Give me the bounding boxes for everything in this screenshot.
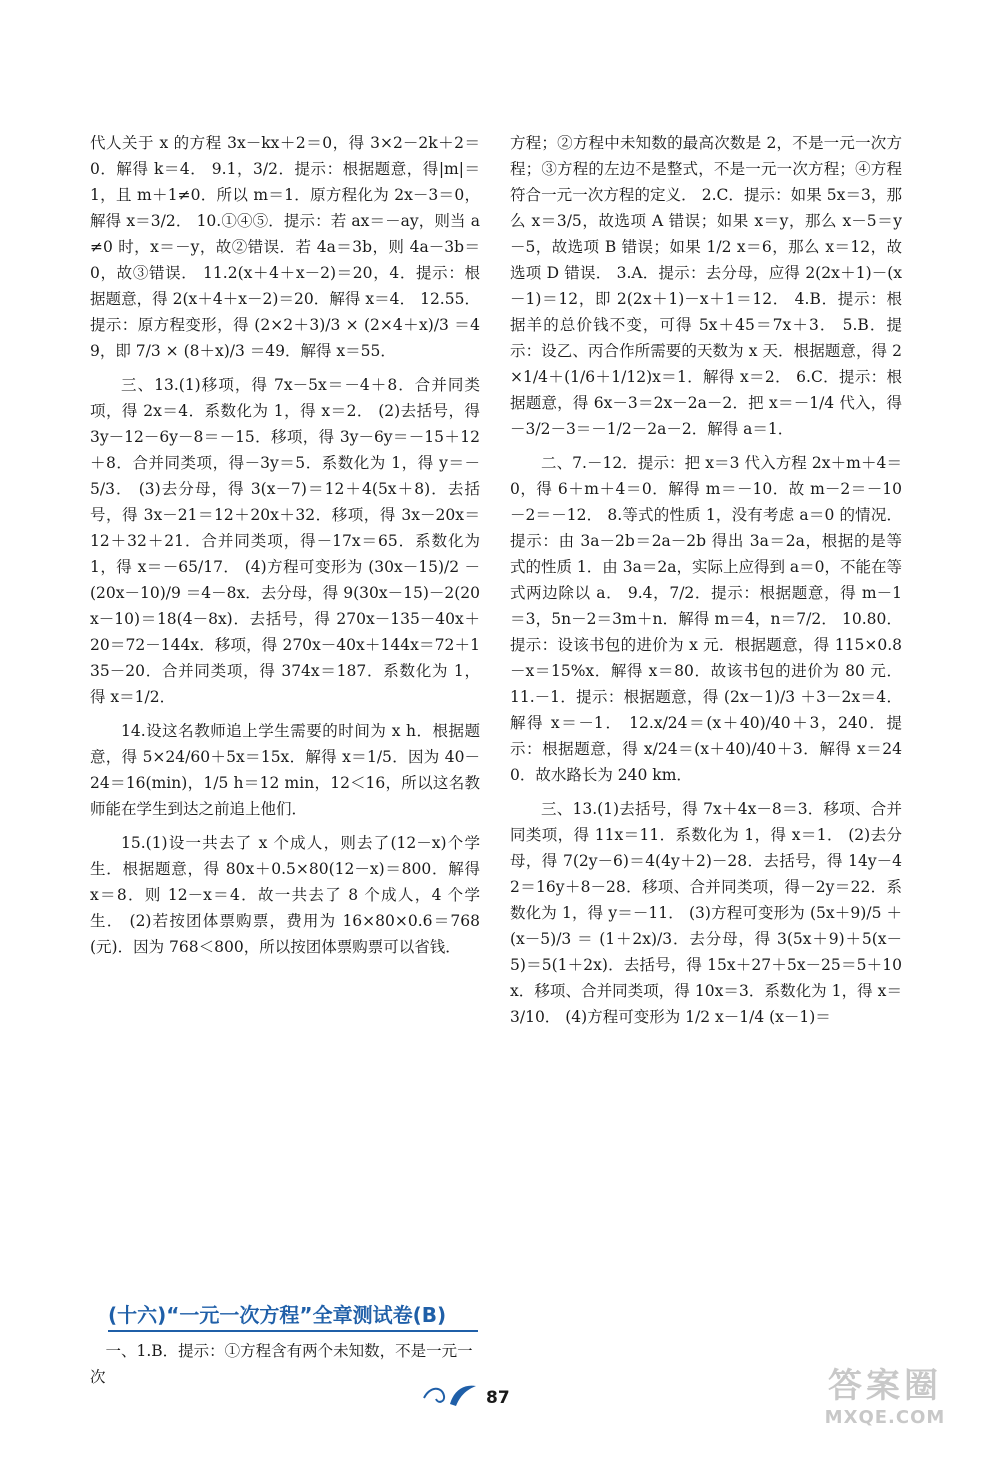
answer-paragraph: 14.设这名教师追上学生需要的时间为 x h．根据题意，得 5×24/60＋5x＝15x．解得 x＝1/5．因为 40－24＝16(min)，1/5 h＝12 min，12＜16，所以这名教师能在学生到达之前追上他们． [90,722,480,818]
answer-paragraph: 二、7.－12．提示：把 x＝3 代入方程 2x＋m＋4＝0，得 6＋m＋4＝0．解得 m＝－10．故 m－2＝－10－2＝－12． 8.等式的性质 1，没有考虑 a＝0 的情况．提示：由 3a－2b＝2a－2b 得出 3a＝2a，根据的是等式的性质 1．由 3a＝2a，实际上应得到 a＝0，不能在等式两边除以 a． 9.4，7/2．提示：根据题意，得 m－1＝3，5n－2＝3m＋n．解得 m＝4，n＝7/2． 10.80．提示：设该书包的进价为 x 元．根据题意，得 115×0.8－x＝15%x．解得 x＝80．故该书包的进价为 80 元． 11.－1．提示：根据题意，得 (2x－1)/3 ＋3－2x＝4．解得 x＝－1． 12.x/24＝(x＋40)/40＋3，240．提示：根据题意，得 x/24＝(x＋40)/40＋3．解得 x＝240．故水路长为 240 km． [510,454,902,784]
answer-paragraph: 三、13.(1)移项，得 7x－5x＝－4＋8．合并同类项，得 2x＝4．系数化为 1，得 x＝2． (2)去括号，得 3y－12－6y－8＝－15．移项，得 3y－6y＝－15＋12＋8．合并同类项，得－3y＝5．系数化为 1，得 y＝－5/3． (3)去分母，得 3(x－7)＝12＋4(5x＋8)．去括号，得 3x－21＝12＋20x＋32．移项，得 3x－20x＝12＋32＋21．合并同类项，得－17x＝65．系数化为 1，得 x＝－65/17． (4)方程可变形为 (30x－15)/2 － (20x－10)/9 ＝4－8x．去分母，得 9(30x－15)－2(20x－10)＝18(4－8x)．去括号，得 270x－135－40x＋20＝72－144x．移项，得 270x－40x＋144x＝72＋135－20．合并同类项，得 374x＝187．系数化为 1，得 x＝1/2． [90,376,480,706]
section-heading: (十六)“一元一次方程”全章测试卷(B) [108,1300,478,1332]
watermark [800,1366,970,1436]
answer-paragraph: 代人关于 x 的方程 3x－kx＋2＝0，得 3×2－2k＋2＝0．解得 k＝4． 9.1，3/2．提示：根据题意，得|m|＝1，且 m＋1≠0．所以 m＝1．原方程化为 2x－3＝0，解得 x＝3/2． 10.①④⑤．提示：若 ax＝－ay，则当 a≠0 时，x＝－y，故②错误．若 4a＝3b，则 4a－3b＝0，故③错误． 11.2(x＋4＋x－2)＝20，4．提示：根据题意，得 2(x＋4＋x－2)＝20．解得 x＝4． 12.55．提示：原方程变形，得 (2×2＋3)/3 × (2×4＋x)/3 ＝49，即 7/3 × (8＋x)/3 ＝49．解得 x＝55． [90,134,480,360]
watermark-logo: 答案圈 [828,1366,942,1406]
section-intro: 一、1.B．提示：①方程含有两个未知数，不是一元一次 [90,1342,473,1386]
swirl-ornament-icon [420,1380,480,1410]
left-column [90,130,480,968]
page-number: 87 [486,1388,510,1408]
answer-paragraph: 方程；②方程中未知数的最高次数是 2，不是一元一次方程；③方程的左边不是整式，不是一元一次方程；④方程符合一元一次方程的定义． 2.C．提示：如果 5x＝3，那么 x＝3/5，故选项 A 错误；如果 x＝y，那么 x－5＝y－5，故选项 B 错误；如果 1/2 x＝6，那么 x＝12，故选项 D 错误． 3.A．提示：去分母，应得 2(2x＋1)－(x－1)＝12，即 2(2x＋1)－x＋1＝12． 4.B．提示：根据羊的总价钱不变，可得 5x＋45＝7x＋3． 5.B．提示：设乙、丙合作所需要的天数为 x 天．根据题意，得 2×1/4＋(1/6＋1/12)x＝1．解得 x＝2． 6.C．提示：根据题意，得 6x－3＝2x－2a－2．把 x＝－1/4 代入，得－3/2－3＝－1/2－2a－2．解得 a＝1． [510,134,902,438]
watermark-url: MXQE.COM [824,1407,946,1428]
answer-paragraph: 三、13.(1)去括号，得 7x＋4x－8＝3．移项、合并同类项，得 11x＝11．系数化为 1，得 x＝1． (2)去分母，得 7(2y－6)＝4(4y＋2)－28．去括号，得 14y－42＝16y＋8－28．移项、合并同类项，得－2y＝22．系数化为 1，得 y＝－11． (3)方程可变形为 (5x＋9)/5 ＋ (x－5)/3 ＝ (1＋2x)/3．去分母，得 3(5x＋9)＋5(x－5)＝5(1＋2x)．去括号，得 15x＋27＋5x－25＝5＋10x．移项、合并同类项，得 10x＝3．系数化为 1，得 x＝3/10． (4)方程可变形为 1/2 x－1/4 (x－1)＝ [510,800,902,1026]
right-column [510,130,902,1038]
answer-paragraph: 15.(1)设一共去了 x 个成人，则去了(12－x)个学生．根据题意，得 80x＋0.5×80(12－x)＝800．解得 x＝8．则 12－x＝4．故一共去了 8 个成人，4 个学生． (2)若按团体票购票，费用为 16×80×0.6＝768(元)．因为 768＜800，所以按团体票购票可以省钱． [90,834,480,956]
